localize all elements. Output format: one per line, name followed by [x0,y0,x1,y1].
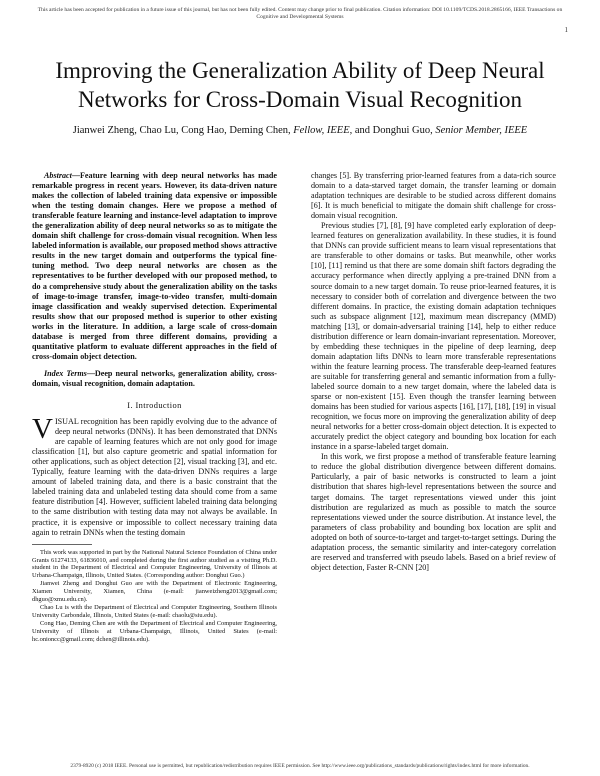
left-column [32,171,277,643]
author-names: Jianwei Zheng, Chao Lu, Cong Hao, Deming Chen, [72,125,291,136]
footnotes [32,549,277,644]
abstract-lead: Abstract [44,171,72,180]
intro-paragraph-2: Previous studies [7], [8], [9] have completed early exploration of deep-learned features on generalization availability. In these studies, it is found that DNNs can provide sufficient means to learn visual representations that are transferable to other domains or tasks. But meanwhile, other works [10], [11] remind us that there are some domain shift factors degrading the accuracy performance when directly applying a pre-trained DNN from a source domain to a new target domain. To reuse prior-learned features, it is necessary to consider both of correlation and divergence between the two different domains. In practice, the existing domain adaptation techniques such as subspace alignment [12], maximum mean discrepancy (MMD) matching [13], or domain-adversarial training [14], help to either reduce distribution difference or learn domain-invariant representation. Moreover, by embedding these techniques in the pipeline of deep learning, deep domain adaptation lifts DNNs to learn more transferable representations within the feature learning process. The transferable deep-learned features are suitable for transferring general and semantic information from a fully-labeled source domain to a new target domain, where the labeled data is sparse or non-existent [15]. Even though the transfer learning between domains has been studied for various aspects [16], [17], [18], [19] in visual recognition, we focus more on improving the generalization ability of deep neural networks for a better cross-domain object detection. It is expected to accurately predict the object category and bounding box location for each instance in a sparse-labeled target domain. [311,221,556,452]
intro-paragraph-1 [32,413,277,538]
footnote-divider [32,544,92,545]
intro-paragraph-1-continued: changes [5]. By transferring prior-learned features from a data-rich source domain to a data-starved target domain, the transfer learning or domain adaptation techniques are desirable to be studied across different domains [6]. It is much beneficial to mitigate the domain shift challenge for cross-domain visual recognition. [311,171,556,221]
page-number: 1 [564,26,568,34]
author-title-chen: Fellow, IEEE, [293,125,353,136]
right-column [311,171,556,573]
section-heading-introduction: I. Introduction [127,400,182,410]
copyright-footer: 2379-8920 (c) 2018 IEEE. Personal use is permitted, but republication/redistribution requires IEEE permission. See http://www.ieee.org/publications_standards/publications/rights/index.html for more information. [70,763,530,769]
paper-title: Improving the Generalization Ability of Deep Neural Networks for Cross-Domain Visual Recognition [55,58,545,112]
abstract [32,171,277,362]
author-list [24,124,576,138]
drop-cap: V [32,413,53,446]
index-terms [32,369,277,389]
intro-paragraph-3: In this work, we first propose a method of transferable feature learning to reduce the global distribution divergence between different domains. Particularly, a pair of basic networks is constructed to learn a joint distribution that shares high-level representations between the source and target domains. The target representations viewed under this joint distribution are regularized as much as possible to match the source representations viewed under the source distribution. At instance level, the parameters of class probability and bounding box location are split and adopted on both of source-to-target and target-to-target settings. During the adaptation process, the semantic similarity and inter-category correlation are reserved and transferred with pseudo labels. Based on a brief review of object detection, Faster R-CNN [20] [311,452,556,572]
index-terms-text: —Deep neural networks, generalization ability, cross-domain, visual recognition, domain adaptation. [32,368,277,388]
author-title-guo: Senior Member, IEEE [435,125,528,136]
footnote-funding: This work was supported in part by the National Natural Science Foundation of China under Grants 61274133, 61836010, and completed during the first author studied as a visiting Ph.D. student in the Department of Electrical and Computer Engineering, University of Illinois at Urbana-Champaign, Illinois, United States. (Corresponding author: Donghui Guo.) [32,548,277,580]
footnote-affiliation-lu: Chao Lu is with the Department of Electrical and Computer Engineering, Southern Illinois University Carbondale, Illinois, United States (e-mail: chaolu@siu.edu). [32,603,277,619]
abstract-text: —Feature learning with deep neural networks has made remarkable progress in recent years. However, its data-driven nature makes the collection of labeled training data expensive or impossible when the testing domain changes. Here we propose a method of transferable feature learning and instance-level adaptation to improve the generalization ability of deep neural networks so as to mitigate the domain shift challenge for cross-domain visual recognition. When less labeled information is available, our proposed method shows attractive results in the new target domain and outperforms the typical fine-tuning method. Two deep neural networks are chosen as the representatives to be further developed with our proposed method, to do a comprehensive study about the generalization ability on the tasks of image-to-image transfer, image-to-video transfer, multi-domain image classification and weakly supervised detection. Experimental results show that our proposed method is superior to other existing works in the literature. In addition, a large scale of cross-domain database is merged from three different domains, providing a quantitative platform to evaluate different approaches in the field of cross-domain object detection. [32,171,277,361]
intro-paragraph-1-text: ISUAL recognition has been rapidly evolving due to the advance of deep neural networks (DNNs). It has been demonstrated that DNNs are capable of learning features which are not only good for image classification [1], but also capture geometric and spatial information for other applications, such as object detection [2], visual tracking [3], and etc. Typically, feature learning with the data-driven DNNs requires a large amount of labeled training data, and there is a basic constraint that the labeled training data and unlabeled testing data should come from a same feature distribution [4]. However, sufficient labeled training data belonging to the same distribution with testing data may not always be available. In practice, it is expensive or impossible to collect necessary training data again to retrain DNNs when the testing domain [32,417,277,537]
journal-header-note: This article has been accepted for publication in a future issue of this journal, but has not been fully edited. Content may change prior to final publication. Citation information: DOI 10.1109/TCDS.2018.2865166, IEEE Transactions on Cognitive and Developmental Systems [37,7,563,20]
index-terms-lead: Index Terms [44,368,87,378]
author-guo: and Donghui Guo, [354,125,433,136]
footnote-affiliation-zheng-guo: Jianwei Zheng and Donghui Guo are with the Department of Electronic Engineering, Xiamen University, Xiamen, China (e-mail: jianweizheng2013@gmail.com; dhguo@xmu.edu.cn). [32,580,277,604]
footnote-affiliation-hao-chen: Cong Hao, Deming Chen are with the Department of Electrical and Computer Engineering, University of Illinois at Urbana-Champaign, Illinois, United States (e-mail: hc.onioncc@gmail.com; dchen@illinois.edu). [32,619,277,643]
